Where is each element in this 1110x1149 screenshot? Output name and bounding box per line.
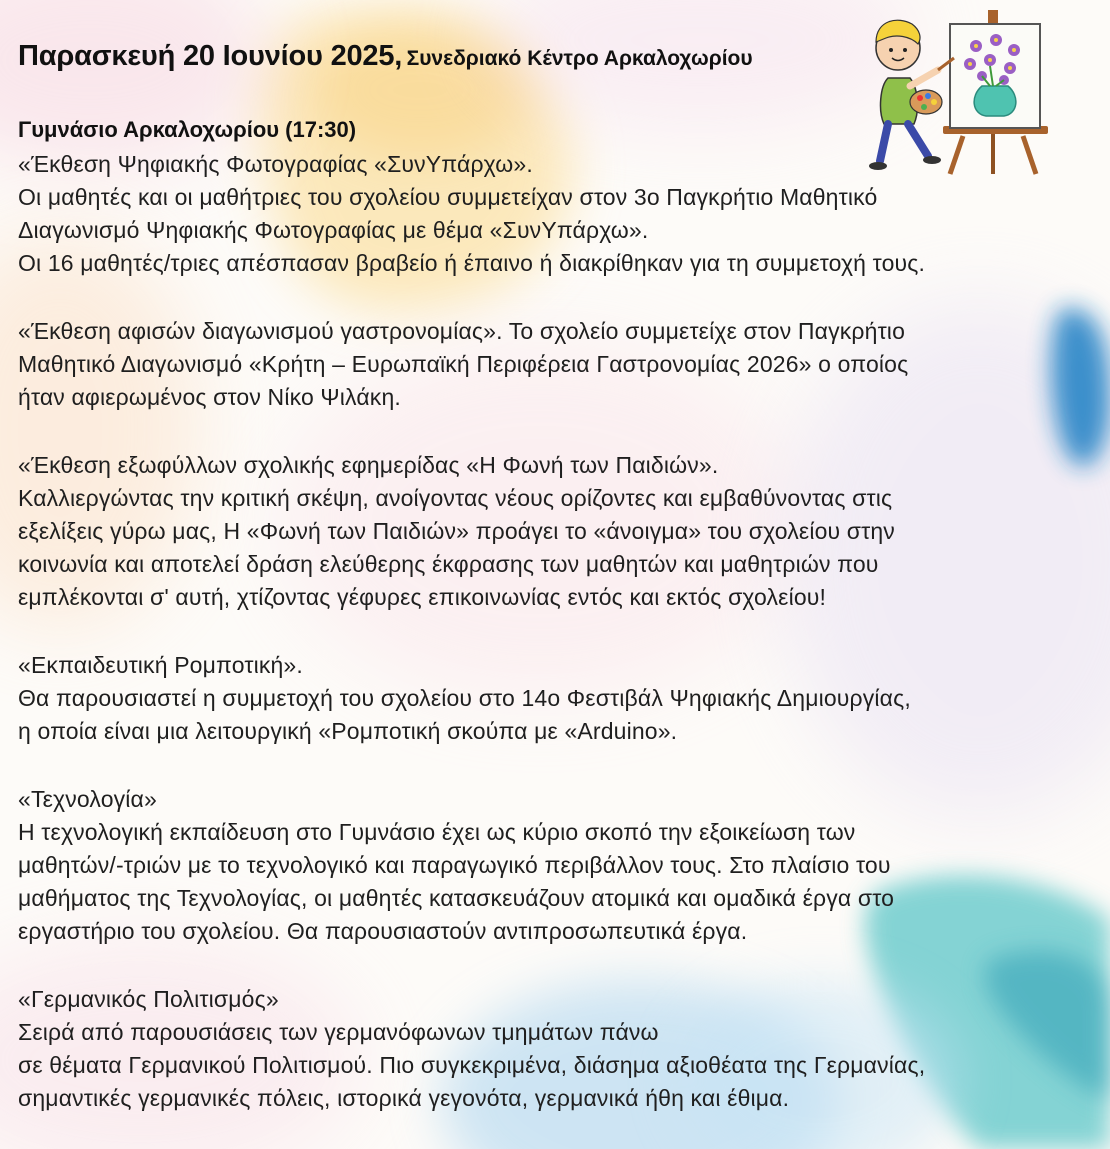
- text-line: «Έκθεση εξωφύλλων σχολικής εφημερίδας «Η Φωνή των Παιδιών».: [18, 452, 719, 478]
- text-line: Καλλιεργώντας την κριτική σκέψη, ανοίγοντας νέους ορίζοντες και εμβαθύνοντας στις: [18, 485, 893, 511]
- text-line: «Εκπαιδευτική Ρομποτική».: [18, 652, 303, 678]
- text-line: εμπλέκονται σ' αυτή, χτίζοντας γέφυρες επικοινωνίας εντός και εκτός σχολείου!: [18, 584, 827, 610]
- text-line: «Έκθεση αφισών διαγωνισμού γαστρονομίας». Το σχολείο συμμετείχε στον Παγκρήτιο: [18, 318, 906, 344]
- text-line: Η τεχνολογική εκπαίδευση στο Γυμνάσιο έχει ως κύριο σκοπό την εξοικείωση των: [18, 819, 856, 845]
- text-line: σημαντικές γερμανικές πόλεις, ιστορικά γεγονότα, γερμανικά ήθη και έθιμα.: [18, 1085, 790, 1111]
- text-line: μαθητών/-τριών με το τεχνολογικό και παραγωγικό περιβάλλον τους. Στο πλαίσιο του: [18, 852, 891, 878]
- text-line: εξελίξεις γύρω μας, Η «Φωνή των Παιδιών» προάγει το «άνοιγμα» του σχολείου στην: [18, 518, 895, 544]
- text-line: μαθήματος της Τεχνολογίας, οι μαθητές κατασκευάζουν ατομικά και ομαδικά έργα στο: [18, 885, 895, 911]
- child-painter-easel-icon: [858, 6, 1058, 176]
- event-date: Παρασκευή 20 Ιουνίου 2025,: [18, 40, 403, 72]
- text-line: σε θέματα Γερμανικού Πολιτισμού. Πιο συγκεκριμένα, διάσημα αξιοθέατα της Γερμανίας,: [18, 1052, 926, 1078]
- text-line: Διαγωνισμό Ψηφιακής Φωτογραφίας με θέμα «ΣυνΥπάρχω».: [18, 217, 649, 243]
- text-line: εργαστήριο του σχολείου. Θα παρουσιαστούν αντιπροσωπευτικά έργα.: [18, 918, 748, 944]
- text-line: Σειρά από παρουσιάσεις των γερμανόφωνων τμημάτων πάνω: [18, 1019, 659, 1045]
- text-line: «Έκθεση Ψηφιακής Φωτογραφίας «ΣυνΥπάρχω».: [18, 151, 533, 177]
- text-line: «Γερμανικός Πολιτισμός»: [18, 986, 279, 1012]
- text-line: κοινωνία και αποτελεί δράση ελεύθερης έκφρασης των μαθητών και μαθητριών που: [18, 551, 879, 577]
- page-header: [18, 40, 753, 73]
- text-line: Οι 16 μαθητές/τριες απέσπασαν βραβείο ή έπαινο ή διακρίθηκαν για τη συμμετοχή τους.: [18, 250, 926, 276]
- text-line: η οποία είναι μια λειτουργική «Ρομποτική σκούπα με «Arduino».: [18, 718, 678, 744]
- text-line: Θα παρουσιαστεί η συμμετοχή του σχολείου στο 14ο Φεστιβάλ Ψηφιακής Δημιουργίας,: [18, 685, 911, 711]
- text-line: «Τεχνολογία»: [18, 786, 157, 812]
- text-line: ήταν αφιερωμένος στον Νίκο Ψιλάκη.: [18, 384, 401, 410]
- text-line: Οι μαθητές και οι μαθήτριες του σχολείου συμμετείχαν στον 3ο Παγκρήτιο Μαθητικό: [18, 184, 878, 210]
- school-heading: Γυμνάσιο Αρκαλοχωρίου (17:30): [18, 117, 357, 142]
- text-line: Μαθητικό Διαγωνισμό «Κρήτη – Ευρωπαϊκή Περιφέρεια Γαστρονομίας 2026» ο οποίος: [18, 351, 909, 377]
- event-venue: Συνεδριακό Κέντρο Αρκαλοχωρίου: [406, 47, 753, 70]
